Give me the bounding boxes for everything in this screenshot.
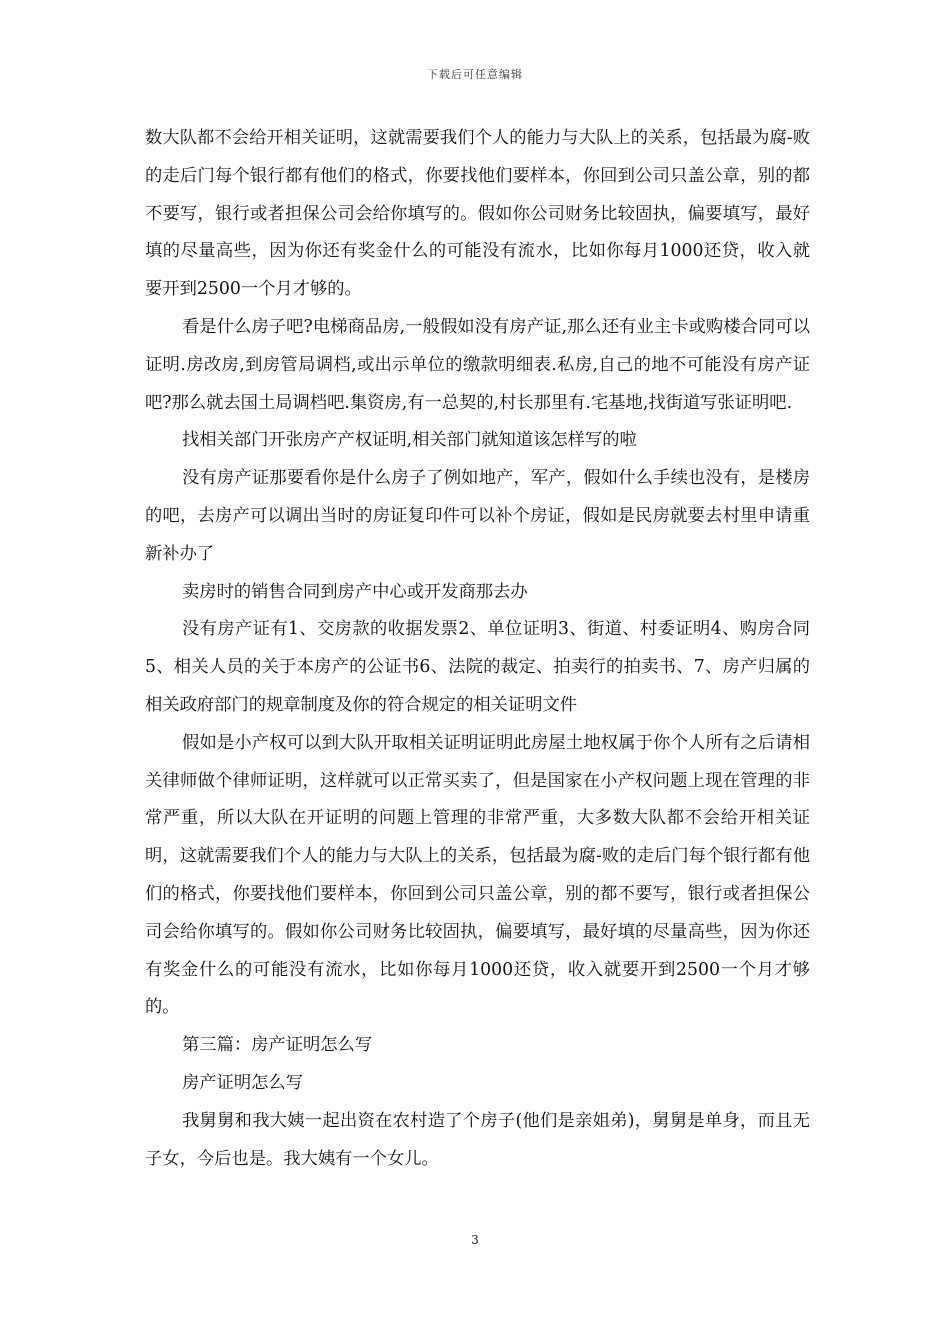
paragraph-4: 没有房产证那要看你是什么房子了例如地产，军产，假如什么手续也没有，是楼房的吧，去房产可以调出当时的房证复印件可以补个房证，假如是民房就要去村里申请重新补办了 [145,468,810,564]
document-body [145,120,810,1178]
section-subheading: 房产证明怎么写 [182,1072,303,1093]
paragraph-5: 卖房时的销售合同到房产中心或开发商那去办 [182,581,528,602]
paragraph-7: 假如是小产权可以到大队开取相关证明证明此房屋土地权属于你个人所有之后请相关律师做个律师证明，这样就可以正常买卖了，但是国家在小产权问题上现在管理的非常严重，所以大队在开证明的问题上管理的非常严重，大多数大队都不会给开相关证明，这就需要我们个人的能力与大队上的关系，包括最为腐-败的走后门每个银行都有他们的格式，你要找他们要样本，你回到公司只盖公章，别的都不要写，银行或者担保公司会给你填写的。假如你公司财务比较固执，偏要填写，最好填的尽量高些，因为你还有奖金什么的可能没有流水，比如你每月1000还贷，收入就要开到2500一个月才够的。 [145,732,810,1018]
section-heading: 第三篇：房产证明怎么写 [182,1035,373,1056]
page-number: 3 [471,1233,479,1247]
paragraph-1: 数大队都不会给开相关证明，这就需要我们个人的能力与大队上的关系，包括最为腐-败的走后门每个银行都有他们的格式，你要找他们要样本，你回到公司只盖公章，别的都不要写，银行或者担保公司会给你填写的。假如你公司财务比较固执，偏要填写，最好填的尽量高些，因为你还有奖金什么的可能没有流水，比如你每月1000还贷，收入就要开到2500一个月才够的。 [145,128,810,300]
paragraph-6: 没有房产证有1、交房款的收据发票2、单位证明3、街道、村委证明4、购房合同5、相关人员的关于本房产的公证书6、法院的裁定、拍卖行的拍卖书、7、房产归属的相关政府部门的规章制度及你的符合规定的相关证明文件 [145,619,810,715]
paragraph-2: 看是什么房子吧?电梯商品房,一般假如没有房产证,那么还有业主卡或购楼合同可以证明.房改房,到房管局调档,或出示单位的缴款明细表.私房,自己的地不可能没有房产证吧?那么就去国土局调档吧.集资房,有一总契的,村长那里有.宅基地,找街道写张证明吧. [145,316,810,413]
paragraph-10: 我舅舅和我大姨一起出资在农村造了个房子(他们是亲姐弟)，舅舅是单身，而且无子女，今后也是。我大姨有一个女儿。 [145,1110,810,1169]
page-header: 下载后可任意编辑 [427,68,523,81]
paragraph-3: 找相关部门开张房产产权证明,相关部门就知道该怎样写的啦 [182,430,637,451]
